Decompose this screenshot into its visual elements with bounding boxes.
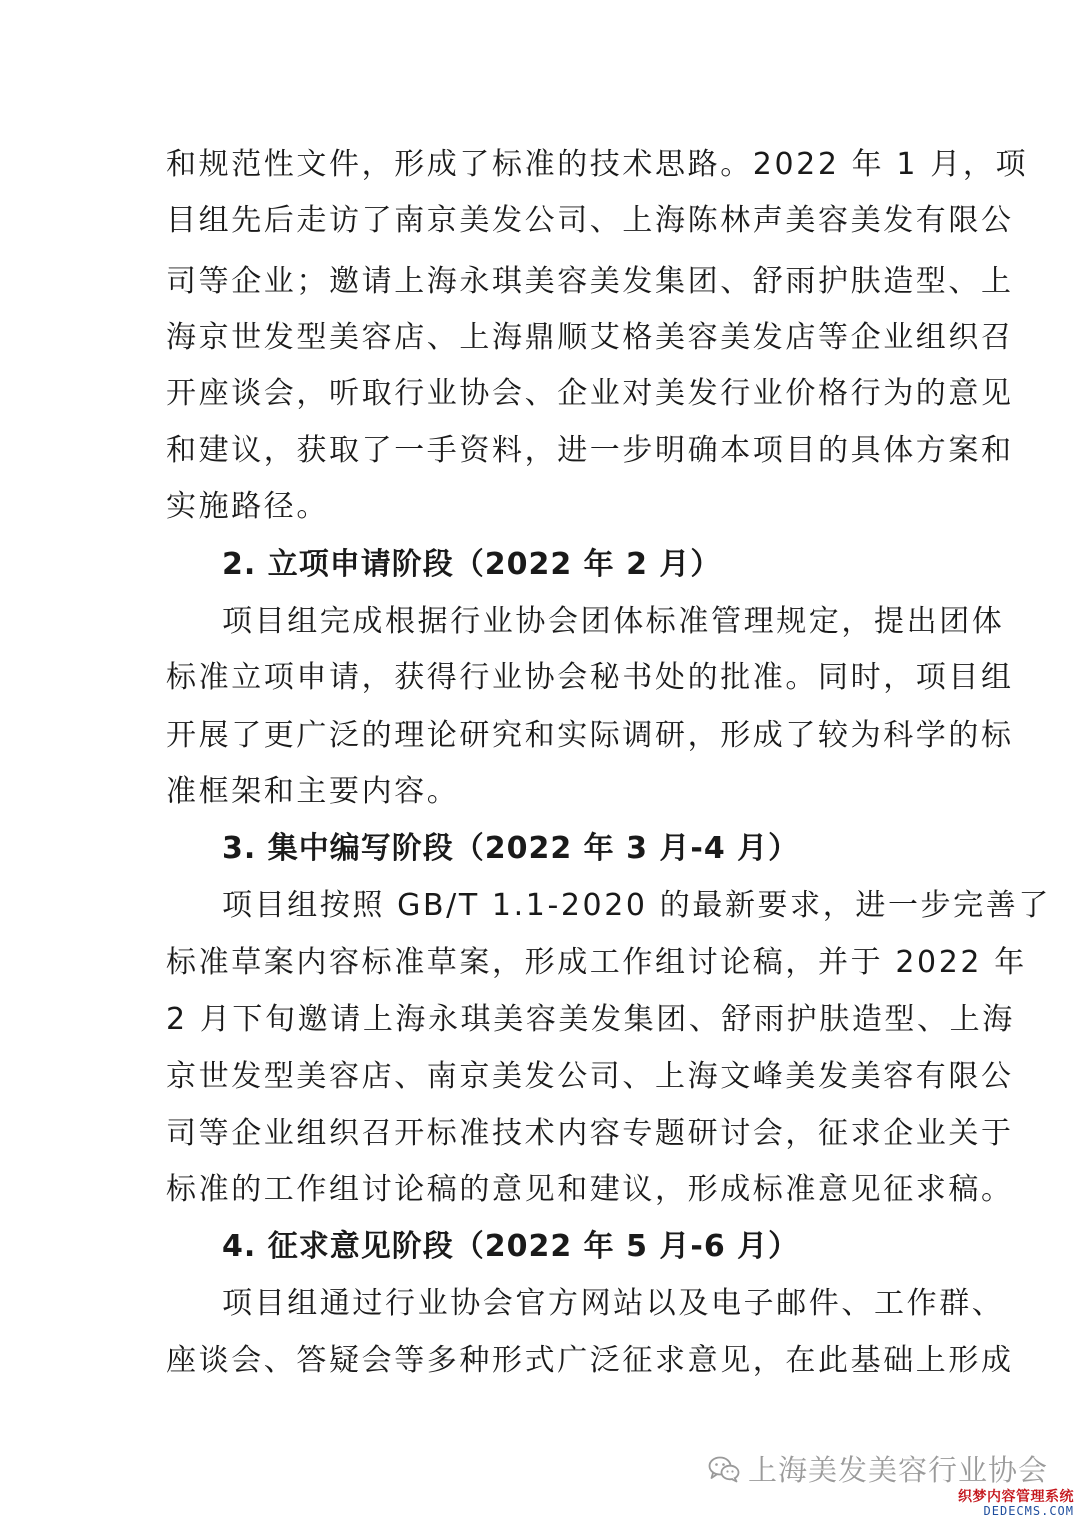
body-line: 海京世发型美容店、上海鼎顺艾格美容美发店等企业组织召 bbox=[166, 320, 1014, 355]
body-line: 标准的工作组讨论稿的意见和建议，形成标准意见征求稿。 bbox=[166, 1172, 1014, 1207]
body-line: 项目组完成根据行业协会团体标准管理规定，提出团体 bbox=[222, 604, 1005, 639]
body-line: 开展了更广泛的理论研究和实际调研，形成了较为科学的标 bbox=[166, 718, 1014, 753]
body-line: 司等企业组织召开标准技术内容专题研讨会，征求企业关于 bbox=[166, 1116, 1014, 1151]
wechat-account-footer bbox=[708, 1448, 1048, 1489]
watermark-domain: DEDECMS.COM bbox=[983, 1504, 1074, 1519]
section-heading: 2. 立项申请阶段（2022 年 2 月） bbox=[222, 547, 722, 582]
body-line: 准框架和主要内容。 bbox=[166, 774, 460, 809]
body-line: 项目组通过行业协会官方网站以及电子邮件、工作群、 bbox=[222, 1286, 1005, 1321]
body-line: 项目组按照 GB/T 1.1-2020 的最新要求，进一步完善了 bbox=[222, 888, 1051, 923]
body-line: 司等企业；邀请上海永琪美容美发集团、舒雨护肤造型、上 bbox=[166, 264, 1014, 299]
body-line: 目组先后走访了南京美发公司、上海陈林声美容美发有限公 bbox=[166, 203, 1014, 238]
body-line: 标准草案内容标准草案，形成工作组讨论稿，并于 2022 年 bbox=[166, 945, 1027, 980]
body-line: 标准立项申请，获得行业协会秘书处的批准。同时，项目组 bbox=[166, 660, 1014, 695]
wechat-icon bbox=[708, 1455, 740, 1483]
body-line: 和建议，获取了一手资料，进一步明确本项目的具体方案和 bbox=[166, 433, 1014, 468]
body-line: 开座谈会，听取行业协会、企业对美发行业价格行为的意见 bbox=[166, 376, 1014, 411]
watermark-cms-name: 织梦内容管理系统 bbox=[958, 1489, 1074, 1506]
site-watermark bbox=[958, 1489, 1074, 1519]
wechat-account-name: 上海美发美容行业协会 bbox=[747, 1453, 1048, 1487]
section-heading: 3. 集中编写阶段（2022 年 3 月-4 月） bbox=[222, 831, 800, 866]
body-line: 2 月下旬邀请上海永琪美容美发集团、舒雨护肤造型、上海 bbox=[166, 1002, 1015, 1037]
section-heading: 4. 征求意见阶段（2022 年 5 月-6 月） bbox=[222, 1229, 800, 1264]
body-line: 实施路径。 bbox=[166, 489, 329, 524]
body-line: 座谈会、答疑会等多种形式广泛征求意见，在此基础上形成 bbox=[166, 1343, 1014, 1378]
body-line: 和规范性文件，形成了标准的技术思路。2022 年 1 月，项 bbox=[166, 147, 1029, 182]
body-line: 京世发型美容店、南京美发公司、上海文峰美发美容有限公 bbox=[166, 1059, 1014, 1094]
